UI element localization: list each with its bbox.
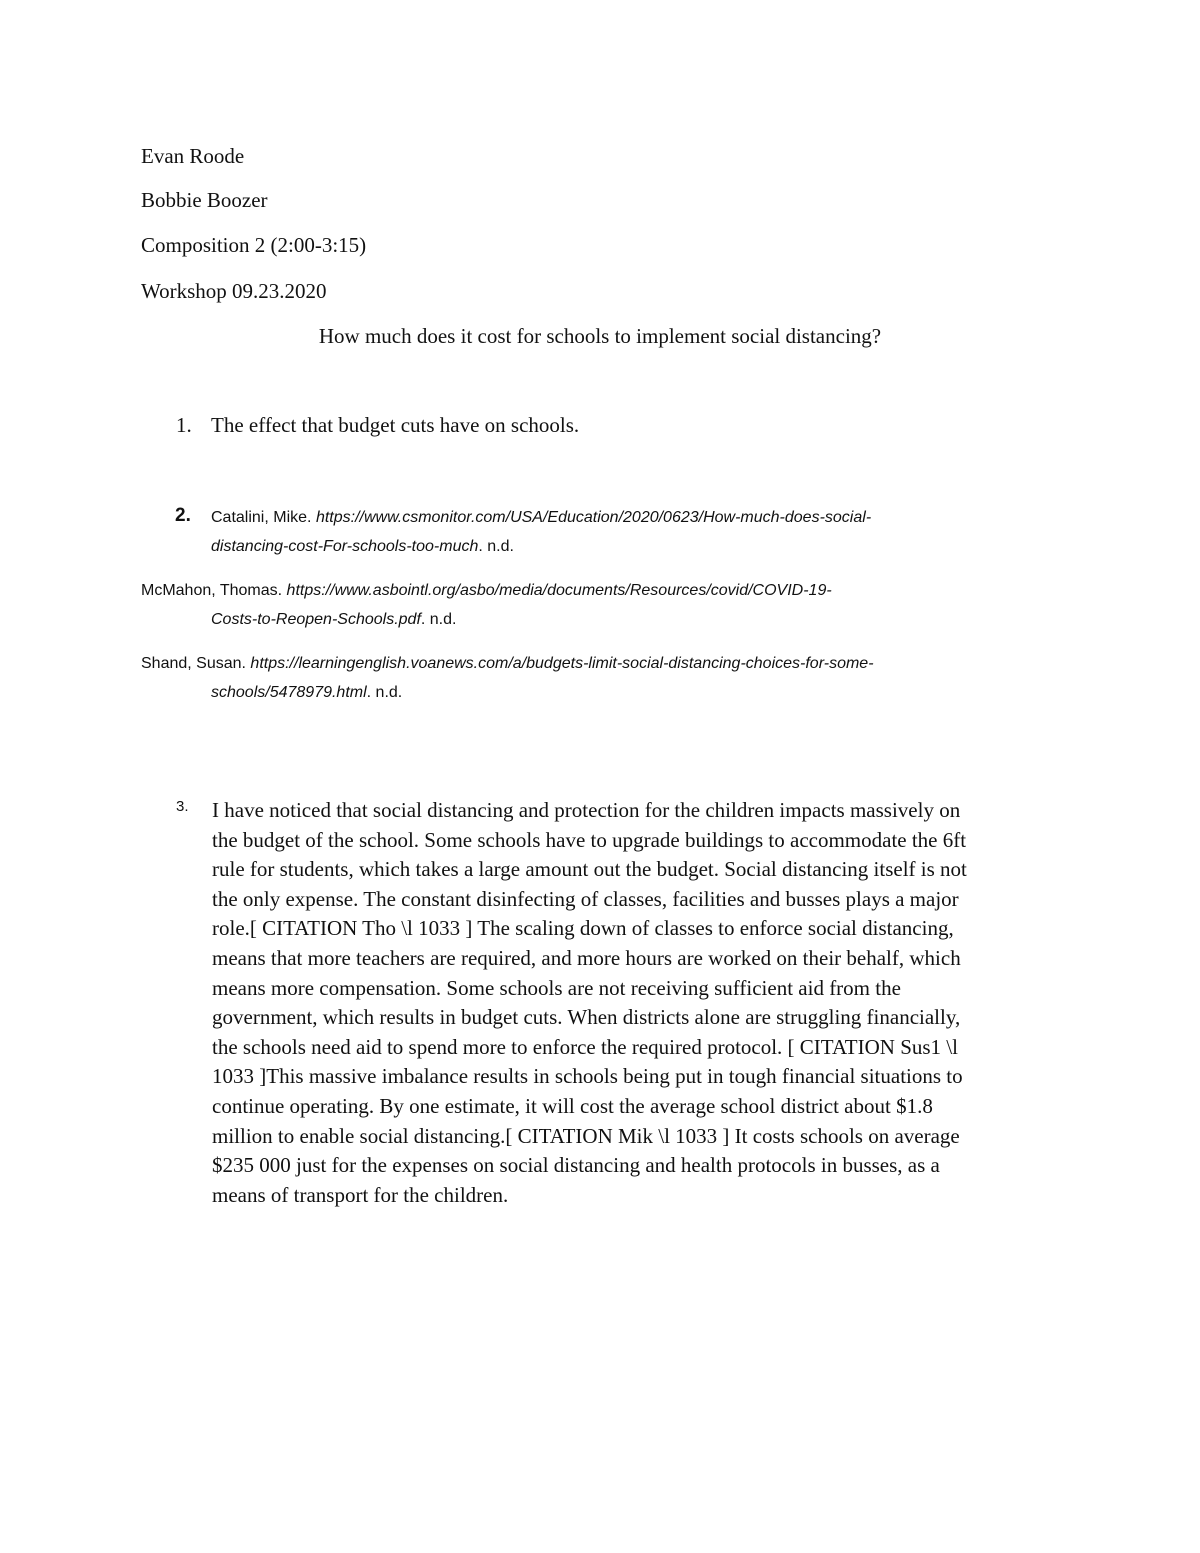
citation-url: https://www.asbointl.org/asbo/media/documents/Resources/covid/COVID-19- bbox=[286, 582, 832, 599]
citation-suffix: . n.d. bbox=[420, 611, 457, 628]
course-name: Composition 2 (2:00-3:15) bbox=[141, 233, 367, 257]
paragraph-line: million to enable social distancing.[ CITATION Mik \l 1033 ] It costs schools on average bbox=[212, 1123, 960, 1148]
list-number-1: 1. bbox=[176, 413, 192, 437]
instructor-name: Bobbie Boozer bbox=[141, 188, 268, 212]
paragraph-line: means more compensation. Some schools are not receiving sufficient aid from the bbox=[212, 975, 901, 1000]
citation-mcmahon bbox=[141, 576, 1061, 634]
paragraph-line: means of transport for the children. bbox=[212, 1182, 509, 1207]
paragraph-line: $235 000 just for the expenses on social distancing and health protocols in busses, as a bbox=[212, 1153, 940, 1178]
citation-author: McMahon, Thomas. bbox=[141, 582, 283, 599]
paragraph-line: means that more teachers are required, and more hours are worked on their behalf, which bbox=[212, 945, 961, 970]
citation-url-continued: schools/5478979.html bbox=[211, 684, 367, 701]
document-title: How much does it cost for schools to implement social distancing? bbox=[318, 324, 882, 348]
citation-url: https://www.csmonitor.com/USA/Education/2020/0623/How-much-does-social- bbox=[315, 509, 872, 526]
citation-catalini bbox=[211, 503, 1131, 561]
list-number-2: 2. bbox=[175, 505, 191, 526]
paragraph-line: the only expense. The constant disinfecting of classes, facilities and busses plays a major bbox=[212, 886, 959, 911]
assignment-date: Workshop 09.23.2020 bbox=[141, 279, 327, 303]
paragraph-line: 1033 ]This massive imbalance results in schools being put in tough financial situations to bbox=[212, 1064, 963, 1089]
list-item-1-text: The effect that budget cuts have on schools. bbox=[211, 413, 580, 437]
citation-suffix: . n.d. bbox=[478, 538, 514, 555]
citation-author: Shand, Susan. bbox=[141, 655, 246, 672]
paragraph-line: I have noticed that social distancing and protection for the children impacts massively on bbox=[212, 798, 961, 822]
student-name: Evan Roode bbox=[141, 144, 245, 168]
paragraph-line: continue operating. By one estimate, it will cost the average school district about $1.8 bbox=[212, 1093, 933, 1118]
paragraph-line: rule for students, which takes a large amount out the budget. Social distancing itself is not bbox=[212, 857, 967, 882]
list-number-3: 3. bbox=[176, 798, 189, 815]
paragraph-line: government, which results in budget cuts. When districts alone are struggling financially, bbox=[212, 1005, 961, 1030]
paragraph-line: the budget of the school. Some schools have to upgrade buildings to accommodate the 6ft bbox=[212, 827, 967, 852]
citation-shand bbox=[141, 649, 1061, 707]
citation-author: Catalini, Mike. bbox=[211, 509, 312, 526]
paragraph-line: role.[ CITATION Tho \l 1033 ] The scaling down of classes to enforce social distancing, bbox=[212, 916, 954, 941]
citation-url: https://learningenglish.voanews.com/a/budgets-limit-social-distancing-choices-for-some- bbox=[250, 655, 874, 672]
essay-paragraph bbox=[212, 796, 1072, 1210]
citation-url-continued: distancing-cost-For-schools-too-much bbox=[211, 538, 479, 555]
citation-suffix: . n.d. bbox=[366, 684, 403, 701]
paragraph-line: the schools need aid to spend more to enforce the required protocol. [ CITATION Sus1 \l bbox=[212, 1034, 958, 1059]
citation-url-continued: Costs-to-Reopen-Schools.pdf bbox=[211, 611, 421, 628]
